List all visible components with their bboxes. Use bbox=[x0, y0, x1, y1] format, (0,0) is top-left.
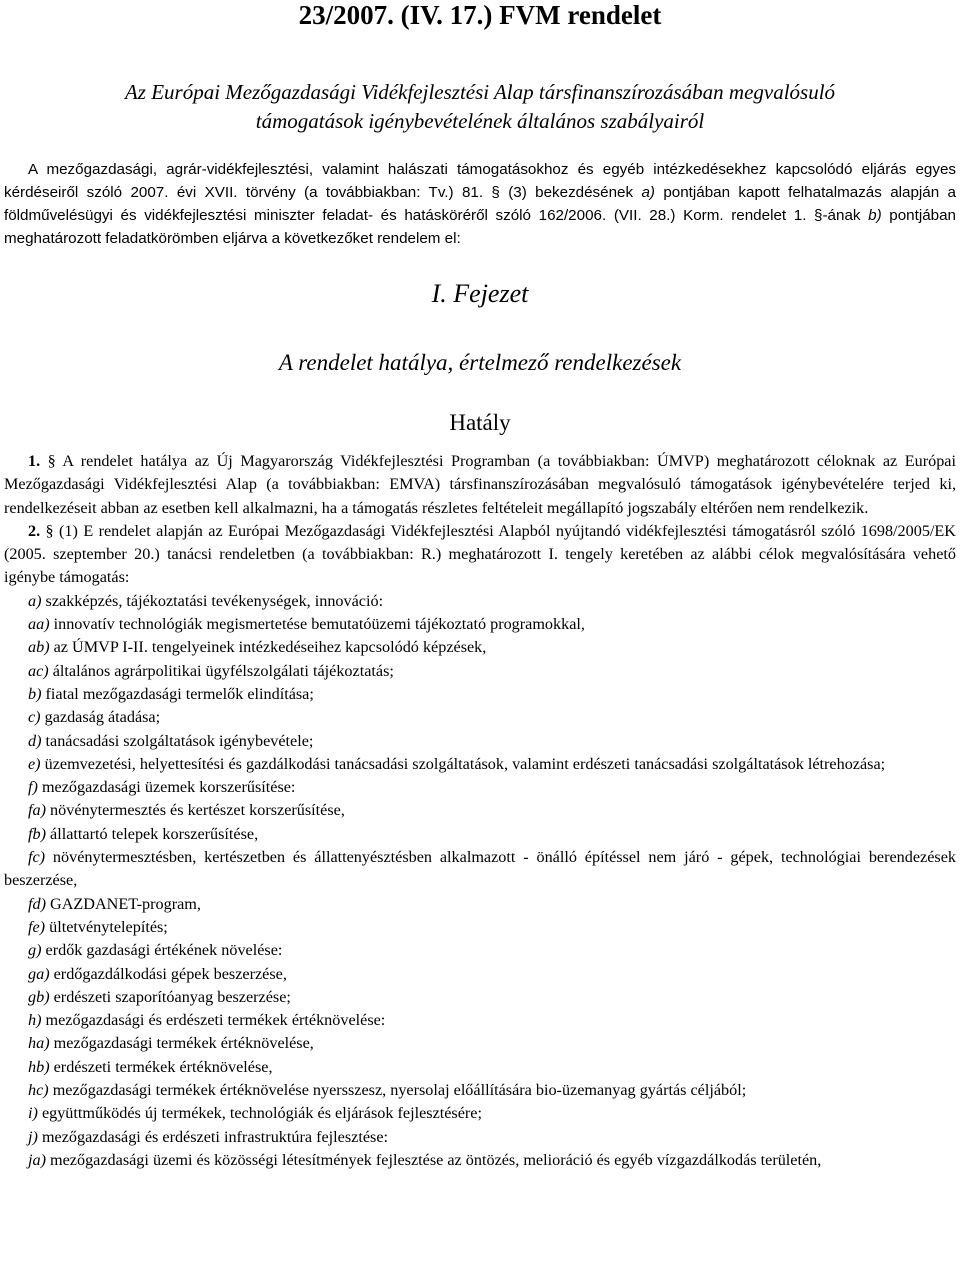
list-item-text: GAZDANET-program, bbox=[45, 894, 201, 913]
list-item bbox=[4, 683, 956, 706]
list-item-mark: fa) bbox=[28, 801, 46, 820]
paragraph-number: 2. bbox=[28, 521, 41, 540]
list-item-text: üzemvezetési, helyettesítési és gazdálkodási tanácsadási szolgáltatások, valamint erdészeti tanácsadási szolgáltatások létrehozása; bbox=[40, 754, 886, 773]
preamble-text-3: pontjában meghatározott feladatkörömben eljárva a következőket rendelem el: bbox=[4, 207, 956, 247]
list-item-mark: ja) bbox=[28, 1150, 46, 1169]
list-item-mark: aa) bbox=[28, 615, 50, 634]
list-item-mark: hb) bbox=[28, 1057, 50, 1076]
list-item bbox=[4, 730, 956, 753]
list-item-text: növénytermesztésben, kertészetben és állattenyésztésben alkalmazott - önálló építéssel nem járó - gépek, technológiai berendezések beszerzése, bbox=[4, 848, 956, 890]
list-item-text: ültetvénytelepítés; bbox=[45, 917, 168, 936]
list-item-mark: gb) bbox=[28, 987, 50, 1006]
chapter-title: A rendelet hatálya, értelmező rendelkezések bbox=[278, 350, 682, 375]
list-item-text: általános agrárpolitikai ügyfélszolgálati tájékoztatás; bbox=[48, 661, 394, 680]
list-item-mark: fe) bbox=[28, 917, 46, 936]
list-item-text: erdők gazdasági értékének növelése: bbox=[41, 941, 283, 960]
list-item-mark: e) bbox=[28, 754, 41, 773]
list-item bbox=[4, 776, 956, 799]
list-item bbox=[4, 846, 956, 893]
list-item-mark: g) bbox=[28, 941, 42, 960]
list-item bbox=[4, 1056, 956, 1079]
paragraph-text: § (1) E rendelet alapján az Európai Mezőgazdasági Vidékfejlesztési Alapból nyújtandó vidékfejlesztési támogatásról szóló 1698/2005/EK (2005. szeptember 20.) tanácsi rendeletben (a továbbiakban: R.) meghatározott I. tengely keretében az alábbi célok megvalósítására vehető igénybe támogatás: bbox=[4, 521, 956, 587]
document-subtitle bbox=[4, 78, 956, 136]
list-item bbox=[4, 1149, 956, 1172]
document-title: 23/2007. (IV. 17.) FVM rendelet bbox=[298, 0, 662, 30]
section-title: Hatály bbox=[449, 410, 511, 435]
list-item-text: innovatív technológiák megismertetése bemutatóüzemi tájékoztató programokkal, bbox=[49, 615, 585, 634]
list-item-text: együttműködés új termékek, technológiák és eljárások fejlesztésére; bbox=[37, 1104, 482, 1123]
list-item-text: erdőgazdálkodási gépek beszerzése, bbox=[49, 964, 287, 983]
list-item-text: erdészeti termékek értéknövelése, bbox=[49, 1057, 273, 1076]
list-item bbox=[4, 916, 956, 939]
list-item-text: mezőgazdasági termékek értéknövelése nyersszesz, nyersolaj előállítására bio-üzemanyag gyártás céljából; bbox=[48, 1081, 747, 1100]
chapter-number: I. Fejezet bbox=[431, 279, 529, 308]
document-body bbox=[4, 450, 956, 1172]
list-item-text: fiatal mezőgazdasági termelők elindítása; bbox=[41, 684, 314, 703]
list-item-mark: ha) bbox=[28, 1034, 50, 1053]
list-item-mark: fc) bbox=[28, 848, 46, 867]
list-item-mark: fd) bbox=[28, 894, 46, 913]
list-item-text: mezőgazdasági üzemi és közösségi létesítmények fejlesztése az öntözés, melioráció és egyéb vízgazdálkodás területén, bbox=[45, 1150, 822, 1169]
list-item-mark: ab) bbox=[28, 638, 50, 657]
list-item-text: az ÚMVP I-II. tengelyeinek intézkedéseihez kapcsolódó képzések, bbox=[49, 638, 487, 657]
list-item-mark: b) bbox=[28, 684, 42, 703]
list-item bbox=[4, 986, 956, 1009]
list-item bbox=[4, 893, 956, 916]
subtitle-line-2: támogatások igénybevételének általános szabályairól bbox=[255, 109, 705, 133]
list-item-text: mezőgazdasági és erdészeti infrastruktúra fejlesztése: bbox=[37, 1127, 389, 1146]
list-item-mark: c) bbox=[28, 708, 41, 727]
paragraph-number: 1. bbox=[28, 452, 41, 470]
preamble-text-1: A mezőgazdasági, agrár-vidékfejlesztési, valamint halászati támogatásokhoz és egyéb intézkedésekhez kapcsolódó eljárás egyes kérdéseiről szóló 2007. évi XVII. törvény (a továbbiakban: Tv.) 81. § (3) bekezdésének bbox=[4, 161, 956, 201]
list-item-mark: d) bbox=[28, 731, 42, 750]
paragraph-text: § A rendelet hatálya az Új Magyarország Vidékfejlesztési Programban (a továbbiakban: ÚMVP) meghatározott céloknak az Európai Mezőgazdasági Vidékfejlesztési Alap (a továbbiakban: EMVA) társfinanszírozásában megvalósuló támogatások igénybevételére terjed ki, rendelkezéseit abban az esetben kell alkalmazni, ha a támogatás részletes feltételeit megállapító jogszabály eltérően nem rendelkezik. bbox=[4, 452, 956, 517]
subtitle-line-1: Az Európai Mezőgazdasági Vidékfejlesztési Alap társfinanszírozásában megvalósuló bbox=[124, 80, 836, 104]
list-item-mark: ac) bbox=[28, 661, 49, 680]
list-item bbox=[4, 636, 956, 659]
list-item-text: gazdaság átadása; bbox=[40, 708, 161, 727]
list-item-text: növénytermesztés és kertészet korszerűsítése, bbox=[45, 801, 345, 820]
list-item-mark: a) bbox=[28, 591, 42, 610]
list-item bbox=[4, 823, 956, 846]
list-item-mark: fb) bbox=[28, 824, 46, 843]
preamble bbox=[4, 158, 956, 250]
list-item-mark: f) bbox=[28, 778, 38, 797]
list-item-text: mezőgazdasági termékek értéknövelése, bbox=[49, 1034, 314, 1053]
list-item-mark: i) bbox=[28, 1104, 38, 1123]
list-item-text: tanácsadási szolgáltatások igénybevétele; bbox=[41, 731, 314, 750]
list-item bbox=[4, 660, 956, 683]
provision-list bbox=[4, 590, 956, 1172]
list-item bbox=[4, 706, 956, 729]
list-item bbox=[4, 1079, 956, 1102]
list-item bbox=[4, 590, 956, 613]
paragraph-2 bbox=[4, 520, 956, 590]
list-item bbox=[4, 1126, 956, 1149]
list-item bbox=[4, 753, 956, 776]
list-item-text: állattartó telepek korszerűsítése, bbox=[45, 824, 259, 843]
list-item-text: szakképzés, tájékoztatási tevékenységek, innováció: bbox=[41, 591, 384, 610]
list-item bbox=[4, 1102, 956, 1125]
preamble-mark-b: b) bbox=[868, 207, 882, 224]
list-item bbox=[4, 799, 956, 822]
list-item bbox=[4, 613, 956, 636]
list-item-mark: j) bbox=[28, 1127, 38, 1146]
list-item-mark: h) bbox=[28, 1011, 42, 1030]
paragraph-1 bbox=[4, 450, 956, 520]
preamble-text-2: pontjában kapott felhatalmazás alapján a földművelésügyi és vidékfejlesztési miniszter feladat- és hatásköréről szóló 162/2006. (VII. 28.) Korm. rendelet 1. §-ának bbox=[4, 184, 956, 224]
list-item bbox=[4, 939, 956, 962]
list-item-text: mezőgazdasági és erdészeti termékek értéknövelése: bbox=[41, 1011, 386, 1030]
list-item-text: mezőgazdasági üzemek korszerűsítése: bbox=[37, 778, 296, 797]
list-item bbox=[4, 1032, 956, 1055]
document-page bbox=[4, 0, 956, 1172]
list-item-text: erdészeti szaporítóanyag beszerzése; bbox=[49, 987, 291, 1006]
list-item-mark: hc) bbox=[28, 1081, 49, 1100]
list-item bbox=[4, 1009, 956, 1032]
preamble-mark-a: a) bbox=[641, 184, 655, 201]
list-item bbox=[4, 963, 956, 986]
list-item-mark: ga) bbox=[28, 964, 50, 983]
